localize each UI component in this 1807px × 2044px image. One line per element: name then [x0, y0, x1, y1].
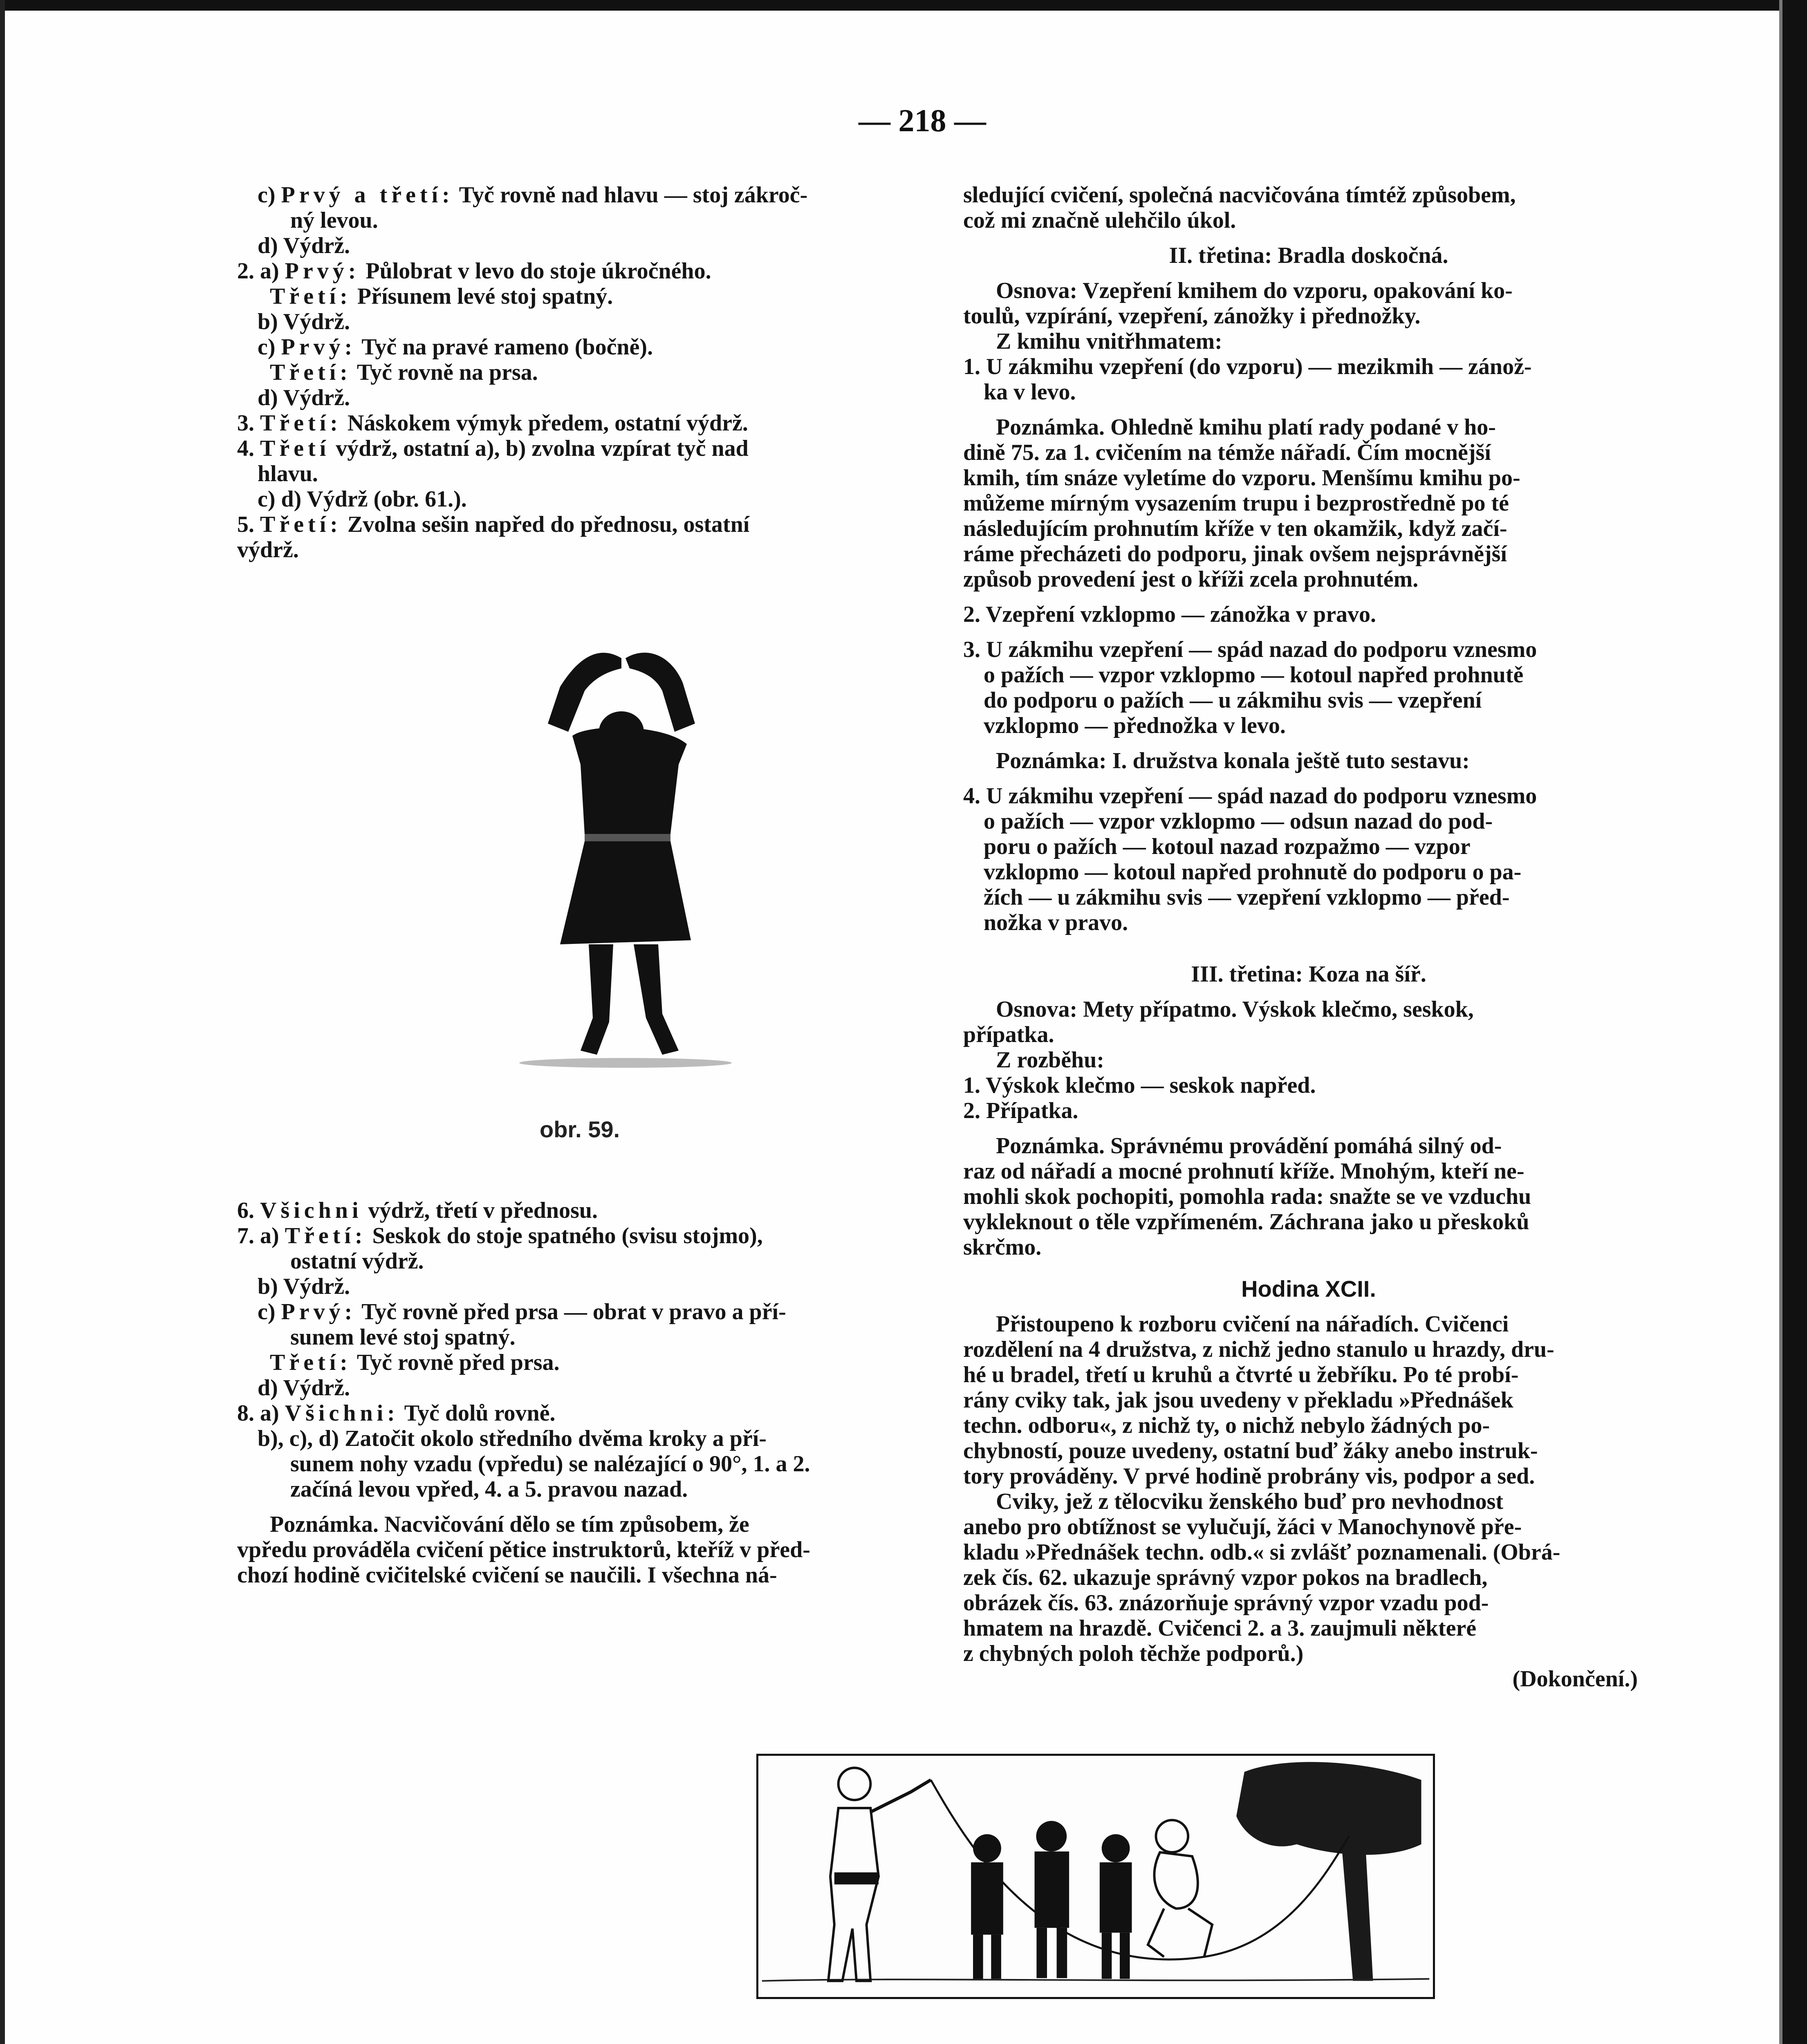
note-line: můžeme mírným vysazením trupu i bezprostředně po té	[963, 491, 1509, 516]
lesson-line: z chybných poloh těchže podporů.)	[963, 1641, 1304, 1666]
exercise-line: začíná levou vpřed, 4. a 5. pravou nazad.	[290, 1477, 688, 1502]
lesson-heading: Hodina XCII.	[1241, 1276, 1376, 1302]
exercise-line: výdrž.	[237, 537, 299, 563]
exercise-line: 2. a) Prvý: Půlobrat v levo do stoje úkročného.	[237, 258, 711, 284]
osnova-line: Osnova: Vzepření kmihem do vzporu, opakování ko-	[996, 278, 1513, 303]
intro-paragraph	[963, 182, 1654, 233]
item-line: vzklopmo — kotoul napřed prohnutě do podporu o pa-	[984, 859, 1522, 885]
exercise-line: Třetí: Tyč rovně před prsa.	[270, 1350, 560, 1375]
intro-line: sledující cvičení, společná nacvičována tímtéž způsobem,	[963, 182, 1516, 208]
note-line: Poznámka. Správnému provádění pomáhá silný od-	[996, 1133, 1502, 1159]
osnova-line: přípatka.	[963, 1022, 1054, 1047]
exercise-line: c) d) Výdrž (obr. 61.).	[258, 486, 467, 512]
lesson-line: Přistoupeno k rozboru cvičení na nářadích. Cvičenci	[996, 1311, 1509, 1337]
subheading-kmih: Z kmihu vnitřhmatem:	[996, 329, 1222, 354]
exercise-line: sunem levé stoj spatný.	[290, 1325, 516, 1350]
item-line: 3. U zákmihu vzepření — spád nazad do podporu vznesmo	[963, 637, 1537, 662]
bradla-items	[963, 354, 1654, 405]
figure-caption: obr. 59.	[540, 1116, 620, 1142]
note-line: následujícím prohnutím kříže v ten okamžik, když začí-	[963, 516, 1507, 541]
note-line: kmih, tím snáze vyletíme do vzporu. Menšímu kmihu po-	[963, 465, 1520, 491]
lesson-paragraph-2	[963, 1489, 1654, 1666]
jump-rope-vignette-illustration	[756, 1754, 1435, 1999]
exercise-line: 6. Všichni výdrž, třetí v přednosu.	[237, 1198, 598, 1223]
exercise-line: Třetí: Přísunem levé stoj spatný.	[270, 284, 613, 309]
item-line: 4. U zákmihu vzepření — spád nazad do podporu vznesmo	[963, 783, 1537, 809]
exercise-line: sunem nohy vzadu (vpředu) se nalézající o 90°, 1. a 2.	[290, 1451, 810, 1477]
lesson-line: techn. odboru«, z nichž ty, o nichž nebylo žádných po-	[963, 1413, 1490, 1438]
exercise-line: ostatní výdrž.	[290, 1248, 424, 1274]
note-koza	[963, 1133, 1654, 1260]
lesson-line: anebo pro obtížnost se vylučují, žáci v Manochynově pře-	[963, 1514, 1522, 1540]
exercise-line: 3. Třetí: Náskokem výmyk předem, ostatní výdrž.	[237, 410, 748, 436]
intro-line: což mi značně ulehčilo úkol.	[963, 208, 1236, 233]
left-column-lower	[237, 1198, 928, 1588]
gymnast-figure-illustration	[499, 630, 752, 1087]
note-line: Poznámka. Ohledně kmihu platí rady podané v ho-	[996, 415, 1496, 440]
closing-note: (Dokončení.)	[1512, 1666, 1638, 1692]
note-line: ráme přecházeti do podporu, jinak ovšem nejsprávnější	[963, 541, 1507, 567]
lesson-line: hmatem na hrazdě. Cvičenci 2. a 3. zaujmuli některé	[963, 1616, 1477, 1641]
item-line: do podporu o pažích — u zákmihu svis — vzepření	[984, 688, 1482, 713]
lesson-line: chybností, pouze uvedeny, ostatní buď žáky anebo instruk-	[963, 1438, 1538, 1464]
note-line: skrčmo.	[963, 1235, 1042, 1260]
item-line: o pažích — vzpor vzklopmo — odsun nazad do pod-	[984, 809, 1493, 834]
item-line: o pažích — vzpor vzklopmo — kotoul napřed prohnutě	[984, 662, 1524, 688]
exercise-line: c) Prvý: Tyč na pravé rameno (bočně).	[258, 334, 653, 360]
scan-border-left	[0, 0, 5, 2044]
item-line: ka v levo.	[984, 379, 1076, 405]
item-line: 2. Vzepření vzklopmo — zánožka v pravo.	[963, 602, 1377, 627]
note-line: vpředu prováděla cvičení pětice instruktorů, kteříž v před-	[237, 1537, 810, 1562]
koza-items	[963, 1073, 1654, 1123]
lesson-line: rozdělení na 4 družstva, z nichž jedno stanulo u hrazdy, dru-	[963, 1337, 1554, 1362]
section-heading-bradla: II. třetina: Bradla doskočná.	[1169, 243, 1448, 268]
item-line: 2. Přípatka.	[963, 1098, 1078, 1123]
lesson-line: hé u bradel, třetí u kruhů a čtvrté u žebříku. Po té probí-	[963, 1362, 1519, 1387]
bradla-item-4	[963, 783, 1654, 935]
item-line: poru o pažích — kotoul nazad rozpažmo — vzpor	[984, 834, 1471, 859]
page-number: — 218 —	[859, 103, 986, 138]
exercise-line: 4. Třetí výdrž, ostatní a), b) zvolna vzpírat tyč nad	[237, 436, 749, 461]
bradla-items-2	[963, 602, 1654, 748]
exercise-line: ný levou.	[290, 208, 378, 233]
exercise-line: c) Prvý: Tyč rovně před prsa — obrat v pravo a pří-	[258, 1299, 786, 1325]
note-line: dině 75. za 1. cvičením na témže nářadí. Čím mocnější	[963, 440, 1491, 465]
note-line: chozí hodině cvičitelské cvičení se naučili. I všechna ná-	[237, 1562, 777, 1588]
exercise-list-2	[237, 1198, 928, 1502]
note-line: Poznámka. Nacvičování dělo se tím způsobem, že	[270, 1512, 749, 1537]
note-line: mohli skok pochopiti, pomohla rada: snažte se ve vzduchu	[963, 1184, 1531, 1209]
item-line: vzklopmo — přednožka v levo.	[984, 713, 1286, 738]
subheading-rozbeh: Z rozběhu:	[996, 1047, 1104, 1073]
scan-border-top	[0, 0, 1807, 11]
exercise-list-1	[237, 182, 928, 563]
lesson-line: Cviky, jež z tělocviku ženského buď pro nevhodnost	[996, 1489, 1504, 1514]
osnova-koza	[963, 997, 1654, 1047]
scan-border-right	[1782, 0, 1807, 2044]
item-line: nožka v pravo.	[984, 910, 1128, 935]
note-line: vykleknout o těle vzpřímeném. Záchrana jako u přeskoků	[963, 1209, 1529, 1235]
osnova-line: toulů, vzpírání, vzepření, zánožky i přednožky.	[963, 303, 1421, 329]
note-line: raz od nářadí a mocné prohnutí kříže. Mnohým, kteří ne-	[963, 1159, 1525, 1184]
exercise-line: 7. a) Třetí: Seskok do stoje spatného (svisu stojmo),	[237, 1223, 763, 1248]
exercise-line: b) Výdrž.	[258, 1274, 350, 1299]
lesson-line: zek čís. 62. ukazuje správný vzpor pokos na bradlech,	[963, 1565, 1488, 1590]
left-column	[237, 182, 928, 563]
exercise-line: hlavu.	[258, 461, 318, 486]
exercise-line: 8. a) Všichni: Tyč dolů rovně.	[237, 1401, 556, 1426]
note-bradla	[963, 415, 1654, 592]
lesson-line: obrázek čís. 63. znázorňuje správný vzpor vzadu pod-	[963, 1590, 1489, 1616]
note-druzstva: Poznámka: I. družstva konala ještě tuto sestavu:	[996, 748, 1470, 773]
lesson-paragraph-1	[963, 1311, 1654, 1489]
right-column	[963, 182, 1654, 1692]
note-line: způsob provedení jest o kříži zcela prohnutém.	[963, 567, 1419, 592]
exercise-line: b), c), d) Zatočit okolo středního dvěma kroky a pří-	[258, 1426, 767, 1451]
exercise-line: d) Výdrž.	[258, 1375, 350, 1401]
exercise-line: b) Výdrž.	[258, 309, 350, 334]
lesson-line: kladu »Přednášek techn. odb.« si zvlášť poznamenali. (Obrá-	[963, 1540, 1560, 1565]
osnova-line: Osnova: Mety přípatmo. Výskok klečmo, seskok,	[996, 997, 1474, 1022]
exercise-line: 5. Třetí: Zvolna sešin napřed do přednosu, ostatní	[237, 512, 750, 537]
item-line: 1. Výskok klečmo — seskok napřed.	[963, 1073, 1316, 1098]
exercise-line: d) Výdrž.	[258, 385, 350, 410]
lesson-line: tory prováděny. V prvé hodině probrány vis, podpor a sed.	[963, 1464, 1535, 1489]
item-line: žích — u zákmihu svis — vzepření vzklopmo — před-	[984, 885, 1510, 910]
exercise-line: d) Výdrž.	[258, 233, 350, 258]
item-line: 1. U zákmihu vzepření (do vzporu) — mezikmih — zánož-	[963, 354, 1532, 379]
scan-border-right-inner	[1779, 0, 1782, 2044]
osnova-bradla	[963, 278, 1654, 329]
lesson-line: rány cviky tak, jak jsou uvedeny v překladu »Přednášek	[963, 1387, 1513, 1413]
section-heading-koza: III. třetina: Koza na šíř.	[1191, 961, 1426, 987]
exercise-line: c) Prvý a třetí: Tyč rovně nad hlavu — stoj zákroč-	[258, 182, 808, 208]
exercise-line: Třetí: Tyč rovně na prsa.	[270, 360, 538, 385]
note-paragraph	[237, 1512, 928, 1588]
